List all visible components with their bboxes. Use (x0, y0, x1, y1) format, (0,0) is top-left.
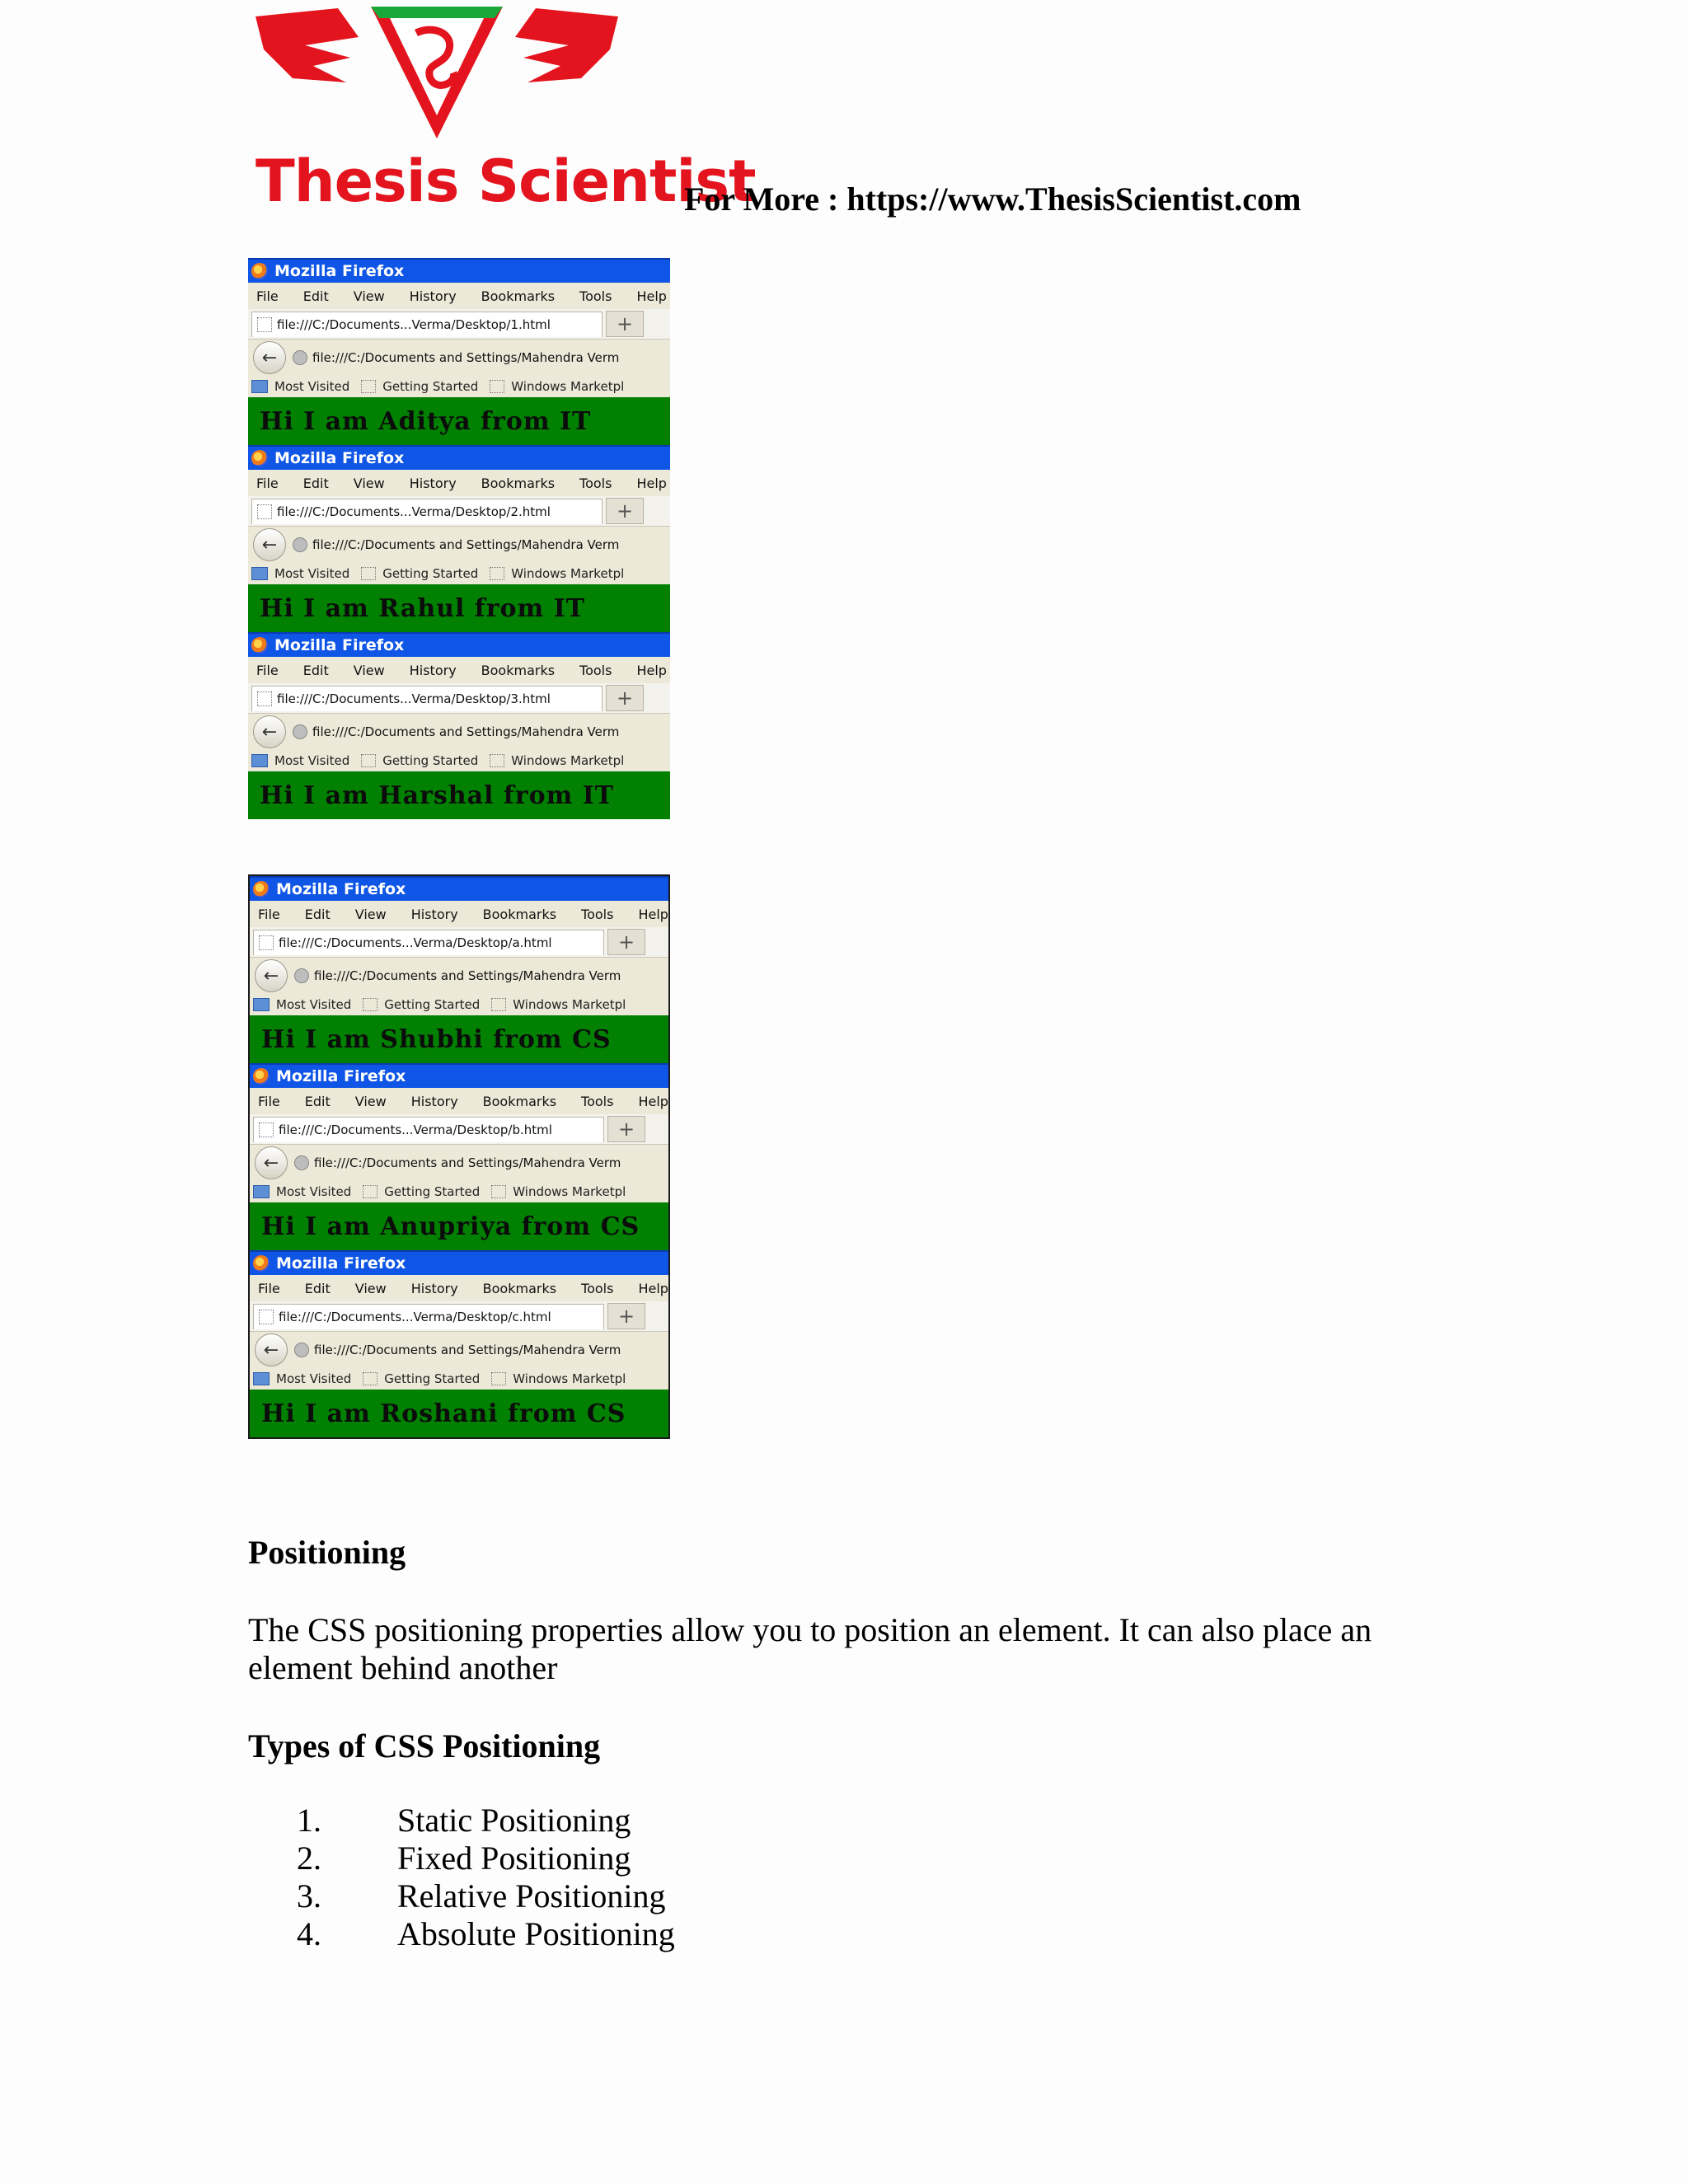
window-titlebar (250, 1250, 668, 1275)
list-label: Absolute Positioning (397, 1915, 675, 1952)
bookmarks-toolbar (248, 750, 670, 771)
window-title: Mozilla Firefox (276, 1067, 406, 1085)
menu-edit[interactable]: Edit (304, 1280, 331, 1296)
menu-bookmarks[interactable]: Bookmarks (482, 906, 557, 922)
menu-bar (250, 901, 668, 927)
tab-url: file:///C:/Documents...Verma/Desktop/3.html (277, 691, 551, 706)
navigation-bar (250, 1145, 668, 1181)
page-icon (361, 754, 376, 767)
menu-bookmarks[interactable]: Bookmarks (482, 1280, 557, 1296)
tab-url: file:///C:/Documents...Verma/Desktop/b.html (279, 1122, 552, 1137)
firefox-window (250, 876, 668, 1063)
page-icon (257, 691, 272, 706)
navigation-bar (248, 340, 670, 376)
address-bar[interactable]: file:///C:/Documents and Settings/Mahendra Verm (314, 968, 621, 983)
menu-history[interactable]: History (409, 288, 457, 304)
menu-edit[interactable]: Edit (302, 288, 329, 304)
menu-help[interactable]: Help (638, 1280, 668, 1296)
address-bar[interactable]: file:///C:/Documents and Settings/Mahendra Verm (314, 1155, 621, 1170)
tab-strip (248, 496, 670, 527)
tab-url: file:///C:/Documents...Verma/Desktop/2.html (277, 504, 551, 519)
new-tab-button[interactable]: + (607, 1116, 645, 1142)
tab-url: file:///C:/Documents...Verma/Desktop/a.html (279, 935, 552, 950)
page-icon (491, 1185, 506, 1198)
tab-strip (250, 1114, 668, 1145)
menu-tools[interactable]: Tools (579, 662, 612, 678)
bookmark-windows-marketplace[interactable]: Windows Marketpl (513, 1184, 626, 1199)
window-titlebar (250, 876, 668, 901)
firefox-window (250, 1250, 668, 1437)
page-icon (490, 754, 504, 767)
menu-edit[interactable]: Edit (302, 475, 329, 491)
browser-tab[interactable] (253, 930, 604, 955)
menu-bookmarks[interactable]: Bookmarks (482, 1093, 557, 1109)
bookmarks-toolbar (248, 376, 670, 397)
browser-tab[interactable] (251, 686, 603, 711)
tab-strip (248, 683, 670, 714)
navigation-bar (250, 958, 668, 994)
new-tab-button[interactable]: + (607, 929, 645, 955)
page-icon (257, 504, 272, 519)
menu-bar (248, 283, 670, 309)
menu-file[interactable]: File (258, 906, 280, 922)
firefox-window (250, 1063, 668, 1250)
tab-strip (250, 927, 668, 958)
page-icon (259, 1122, 274, 1137)
bookmark-windows-marketplace[interactable]: Windows Marketpl (513, 1371, 626, 1386)
bookmarks-toolbar (250, 994, 668, 1015)
list-number: 1. (297, 1802, 321, 1839)
menu-bar (250, 1275, 668, 1301)
menu-history[interactable]: History (410, 1280, 458, 1296)
firefox-icon (251, 263, 268, 279)
menu-help[interactable]: Help (636, 288, 667, 304)
menu-view[interactable]: View (354, 1093, 387, 1109)
firefox-icon (251, 637, 268, 654)
menu-edit[interactable]: Edit (304, 1093, 331, 1109)
list-item (297, 1839, 675, 1877)
new-tab-button[interactable]: + (606, 498, 644, 524)
bookmarks-toolbar (250, 1181, 668, 1202)
window-titlebar (248, 258, 670, 283)
firefox-window (248, 445, 670, 632)
menu-file[interactable]: File (258, 1093, 280, 1109)
firefox-icon (253, 1068, 270, 1085)
tab-url: file:///C:/Documents...Verma/Desktop/c.html (279, 1309, 551, 1324)
bookmarks-icon (253, 998, 270, 1011)
globe-icon (293, 350, 307, 365)
menu-view[interactable]: View (354, 1280, 387, 1296)
menu-history[interactable]: History (410, 1093, 458, 1109)
bookmark-windows-marketplace[interactable]: Windows Marketpl (513, 997, 626, 1012)
menu-view[interactable]: View (353, 475, 385, 491)
back-button[interactable]: ← (255, 1333, 288, 1366)
list-item (297, 1801, 675, 1839)
browser-tab[interactable] (251, 312, 603, 337)
list-item (297, 1915, 675, 1952)
bookmarks-toolbar (250, 1368, 668, 1390)
screenshot-group-it (248, 258, 670, 819)
list-label: Static Positioning (397, 1802, 631, 1839)
list-number: 4. (297, 1915, 321, 1952)
menu-file[interactable]: File (256, 662, 279, 678)
globe-icon (294, 1155, 309, 1170)
list-item (297, 1877, 675, 1915)
bookmark-windows-marketplace[interactable]: Windows Marketpl (511, 566, 625, 581)
logo-wordmark: Thesis Scientist (256, 148, 756, 215)
bookmark-getting-started[interactable]: Getting Started (384, 997, 481, 1012)
globe-icon (293, 537, 307, 552)
tab-url: file:///C:/Documents...Verma/Desktop/1.html (277, 316, 551, 332)
window-title: Mozilla Firefox (274, 262, 405, 280)
back-button[interactable]: ← (255, 1146, 288, 1179)
window-titlebar (250, 1063, 668, 1088)
address-bar[interactable]: file:///C:/Documents and Settings/Mahendra Verm (312, 350, 620, 365)
firefox-window (248, 258, 670, 445)
bookmark-most-visited[interactable]: Most Visited (274, 753, 350, 768)
menu-help[interactable]: Help (638, 906, 668, 922)
menu-edit[interactable]: Edit (302, 662, 329, 678)
bookmark-getting-started[interactable]: Getting Started (382, 379, 479, 394)
menu-bookmarks[interactable]: Bookmarks (481, 475, 556, 491)
address-bar[interactable]: file:///C:/Documents and Settings/Mahendra Verm (312, 537, 620, 552)
types-list (297, 1801, 675, 1952)
menu-bar (250, 1088, 668, 1114)
bookmarks-toolbar (248, 563, 670, 584)
back-button[interactable]: ← (255, 959, 288, 992)
bookmarks-icon (253, 1372, 270, 1385)
menu-file[interactable]: File (256, 475, 279, 491)
window-title: Mozilla Firefox (276, 1254, 406, 1272)
new-tab-button[interactable]: + (606, 685, 644, 711)
bookmark-windows-marketplace[interactable]: Windows Marketpl (511, 379, 625, 394)
list-number: 2. (297, 1840, 321, 1877)
bookmarks-icon (251, 380, 268, 393)
menu-help[interactable]: Help (636, 662, 667, 678)
back-button[interactable]: ← (253, 528, 286, 561)
menu-tools[interactable]: Tools (579, 288, 612, 304)
tab-strip (250, 1301, 668, 1332)
list-number: 3. (297, 1877, 321, 1915)
window-titlebar (248, 445, 670, 470)
bookmark-most-visited[interactable]: Most Visited (274, 566, 350, 581)
window-title: Mozilla Firefox (274, 636, 405, 654)
window-title: Mozilla Firefox (274, 449, 405, 467)
page-icon (363, 1185, 377, 1198)
menu-bar (248, 657, 670, 683)
menu-view[interactable]: View (354, 906, 387, 922)
for-more-link[interactable]: For More : https://www.ThesisScientist.com (684, 180, 1301, 218)
bookmark-getting-started[interactable]: Getting Started (384, 1371, 481, 1386)
menu-tools[interactable]: Tools (579, 475, 612, 491)
thesis-scientist-logo (247, 0, 756, 223)
back-button[interactable]: ← (253, 341, 286, 374)
page-icon (257, 317, 272, 332)
globe-icon (293, 724, 307, 739)
menu-history[interactable]: History (409, 662, 457, 678)
bookmark-windows-marketplace[interactable]: Windows Marketpl (511, 753, 625, 768)
bookmark-most-visited[interactable]: Most Visited (276, 1371, 352, 1386)
menu-edit[interactable]: Edit (304, 906, 331, 922)
list-label: Fixed Positioning (397, 1840, 631, 1877)
address-bar[interactable]: file:///C:/Documents and Settings/Mahendra Verm (312, 724, 620, 739)
menu-bookmarks[interactable]: Bookmarks (481, 662, 556, 678)
bookmarks-icon (253, 1185, 270, 1198)
page-icon (361, 567, 376, 580)
menu-history[interactable]: History (409, 475, 457, 491)
page-icon (491, 1372, 506, 1385)
new-tab-button[interactable]: + (607, 1303, 645, 1329)
bookmark-getting-started[interactable]: Getting Started (382, 753, 479, 768)
page-icon (490, 567, 504, 580)
firefox-window (248, 632, 670, 819)
navigation-bar (248, 714, 670, 750)
navigation-bar (248, 527, 670, 563)
bookmark-most-visited[interactable]: Most Visited (276, 997, 352, 1012)
browser-tab[interactable] (251, 499, 603, 524)
section-heading: Positioning (248, 1534, 406, 1571)
page-content: Hi I am Rahul from IT (248, 584, 670, 632)
window-title: Mozilla Firefox (276, 880, 406, 898)
menu-help[interactable]: Help (638, 1093, 668, 1109)
list-label: Relative Positioning (397, 1877, 666, 1915)
firefox-icon (253, 1255, 270, 1272)
globe-icon (294, 1343, 309, 1357)
browser-tab[interactable] (253, 1117, 604, 1142)
bookmarks-icon (251, 754, 268, 767)
wings-triangle-icon (247, 0, 626, 152)
menu-file[interactable]: File (258, 1280, 280, 1296)
tab-strip (248, 309, 670, 340)
types-heading: Types of CSS Positioning (248, 1727, 601, 1765)
menu-history[interactable]: History (410, 906, 458, 922)
bookmark-most-visited[interactable]: Most Visited (274, 379, 350, 394)
page-content: Hi I am Shubhi from CS (250, 1015, 668, 1063)
address-bar[interactable]: file:///C:/Documents and Settings/Mahendra Verm (314, 1343, 621, 1357)
menu-tools[interactable]: Tools (581, 906, 614, 922)
page-icon (259, 935, 274, 950)
bookmark-most-visited[interactable]: Most Visited (276, 1184, 352, 1199)
globe-icon (294, 968, 309, 983)
section-paragraph: The CSS positioning properties allow you to position an element. It can also place an element behind another (248, 1611, 1372, 1686)
page-icon (361, 380, 376, 393)
page-content: Hi I am Anupriya from CS (250, 1202, 668, 1250)
new-tab-button[interactable]: + (606, 311, 644, 337)
menu-tools[interactable]: Tools (581, 1093, 614, 1109)
menu-bookmarks[interactable]: Bookmarks (481, 288, 556, 304)
browser-tab[interactable] (253, 1304, 604, 1329)
firefox-icon (253, 881, 270, 898)
page-content: Hi I am Aditya from IT (248, 397, 670, 445)
menu-view[interactable]: View (353, 662, 385, 678)
page-icon (363, 998, 377, 1011)
menu-tools[interactable]: Tools (581, 1280, 614, 1296)
page-icon (259, 1310, 274, 1324)
page-icon (490, 380, 504, 393)
navigation-bar (250, 1332, 668, 1368)
bookmark-getting-started[interactable]: Getting Started (382, 566, 479, 581)
menu-view[interactable]: View (353, 288, 385, 304)
window-titlebar (248, 632, 670, 657)
menu-bar (248, 470, 670, 496)
bookmarks-icon (251, 567, 268, 580)
firefox-icon (251, 450, 268, 466)
page-icon (363, 1372, 377, 1385)
back-button[interactable]: ← (253, 715, 286, 748)
bookmark-getting-started[interactable]: Getting Started (384, 1184, 481, 1199)
page-content: Hi I am Harshal from IT (248, 771, 670, 819)
page-icon (491, 998, 506, 1011)
menu-file[interactable]: File (256, 288, 279, 304)
page-content: Hi I am Roshani from CS (250, 1390, 668, 1437)
menu-help[interactable]: Help (636, 475, 667, 491)
screenshot-group-cs (248, 874, 670, 1439)
